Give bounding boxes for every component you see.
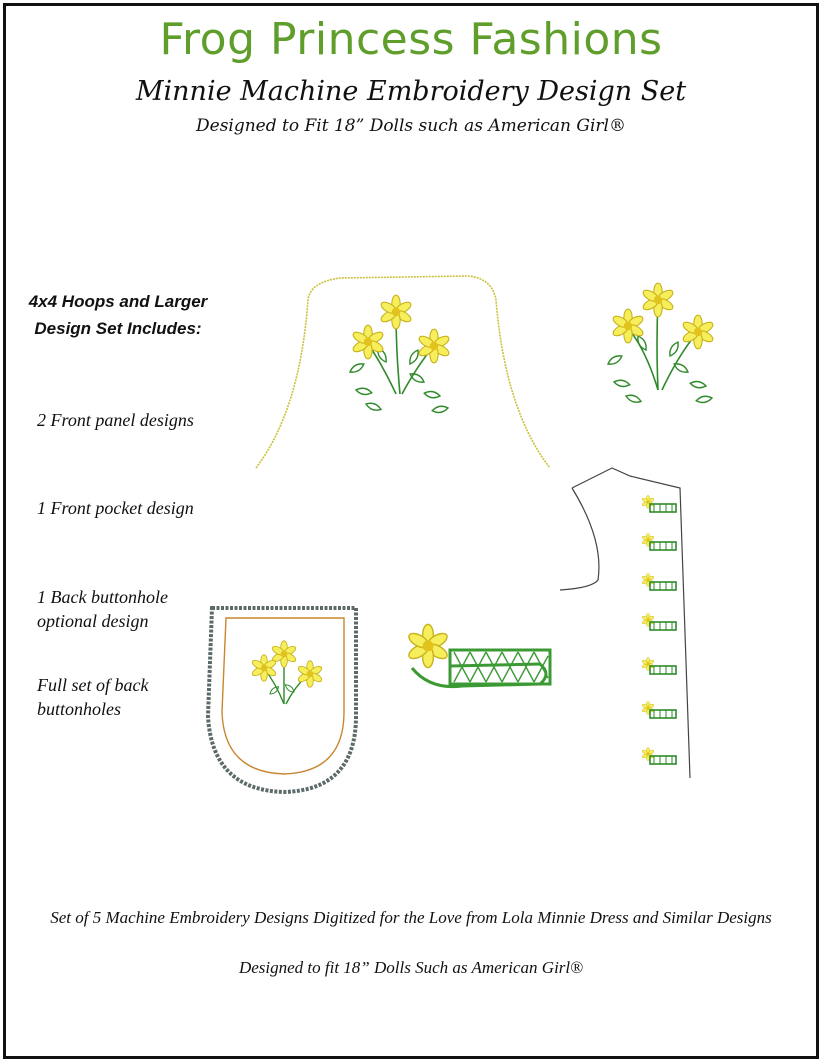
buttonhole-set <box>641 495 676 764</box>
includes-item-back-buttonhole: 1 Back buttonhole optional design <box>37 587 168 631</box>
page-subtitle: Minnie Machine Embroidery Design Set <box>135 76 687 107</box>
includes-item-front-panel: 2 Front panel designs <box>37 410 194 430</box>
footer-description: Set of 5 Machine Embroidery Designs Digitized for the Love from Lola Minnie Dress and Similar Designs <box>50 908 772 927</box>
includes-heading: 4x4 Hoops and Larger Design Set Includes: <box>28 292 208 338</box>
includes-item-front-pocket: 1 Front pocket design <box>37 498 194 518</box>
back-bodice-outline <box>560 468 690 778</box>
footer-tagline: Designed to fit 18” Dolls Such as American Girl® <box>238 958 584 977</box>
back-buttonhole-design <box>407 624 550 686</box>
brand-title: Frog Princess Fashions <box>159 14 663 65</box>
includes-item-buttonhole-set: Full set of back buttonholes <box>37 675 149 719</box>
pocket-bouquet <box>251 641 323 704</box>
page-tagline: Designed to Fit 18” Dolls such as American Girl® <box>196 116 626 136</box>
front-panel-bouquet <box>349 295 451 414</box>
standalone-bouquet <box>607 283 715 404</box>
front-pocket <box>208 608 356 792</box>
